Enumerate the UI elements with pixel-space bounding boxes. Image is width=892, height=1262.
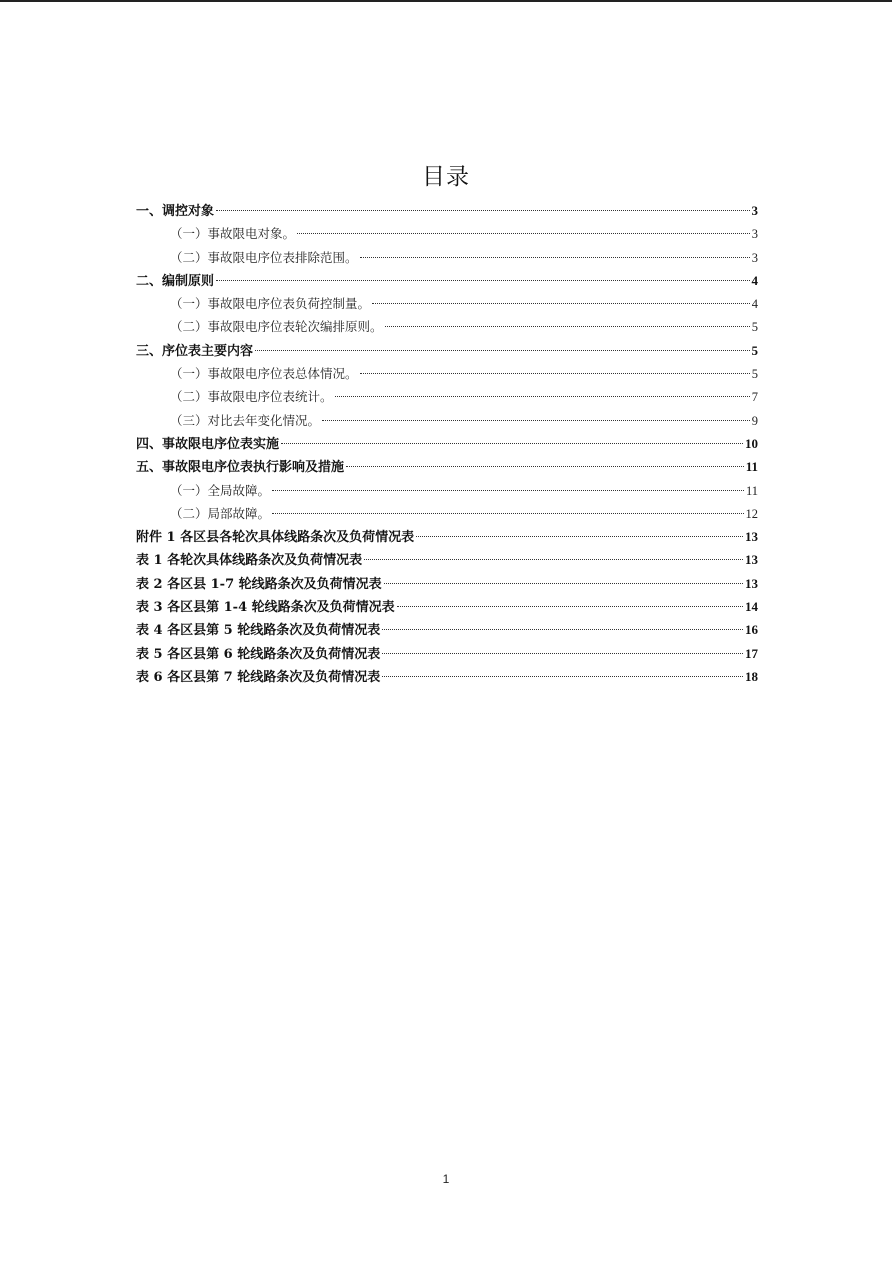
toc-entry[interactable] [136, 409, 758, 432]
toc-entry[interactable] [136, 362, 758, 385]
dot-leader [416, 536, 743, 537]
dot-leader [335, 396, 750, 397]
toc-entry-text: 表 6 各区县第 7 轮线路条次及负荷情况表 [136, 669, 381, 685]
toc-entry-page: 12 [745, 506, 758, 521]
dot-leader [322, 420, 750, 421]
toc-entry-page: 4 [751, 297, 758, 312]
dot-leader [397, 606, 743, 607]
toc-entry[interactable] [136, 502, 758, 525]
dot-leader [346, 466, 744, 467]
dot-leader [382, 653, 743, 654]
dot-leader [297, 233, 750, 234]
toc-entry[interactable] [136, 642, 758, 665]
toc-entry-text: （二）事故限电序位表统计。 [170, 389, 333, 405]
dot-leader [281, 443, 743, 444]
toc-entry-text: （二）局部故障。 [170, 505, 271, 521]
toc-entry[interactable] [136, 339, 758, 362]
toc-entry-page: 13 [745, 552, 758, 568]
dot-leader [384, 583, 743, 584]
dot-leader [272, 490, 744, 491]
toc-entry-text: （一）全局故障。 [170, 482, 271, 498]
toc-entry-page: 5 [751, 342, 758, 358]
top-border-line [0, 0, 892, 2]
toc-entry-page: 18 [745, 668, 758, 684]
toc-entry-text: 表 1 各轮次具体线路条次及负荷情况表 [136, 553, 363, 569]
page-title: 目录 [422, 164, 470, 190]
toc-entry[interactable] [136, 665, 758, 688]
toc-entry-text: 二、编制原则 [136, 273, 215, 289]
toc-entry[interactable] [136, 385, 758, 408]
toc-entry-page: 7 [751, 390, 758, 405]
dot-leader [385, 326, 750, 327]
toc-entry-page: 3 [751, 227, 758, 242]
toc-entry-text: （一）事故限电对象。 [170, 226, 296, 242]
toc-entry-text: 一、调控对象 [136, 204, 215, 219]
toc-entry-text: 表 4 各区县第 5 轮线路条次及负荷情况表 [136, 623, 381, 639]
dot-leader [216, 280, 749, 281]
dot-leader [216, 210, 749, 211]
toc-entry-page: 14 [745, 599, 758, 615]
toc-entry-text: （二）事故限电序位表排除范围。 [170, 249, 358, 265]
toc-entry[interactable] [136, 315, 758, 338]
dot-leader [360, 257, 750, 258]
dot-leader [255, 350, 749, 351]
toc-entry-text: 表 3 各区县第 1-4 轮线路条次及负荷情况表 [136, 600, 395, 616]
toc-entry-page: 11 [745, 459, 758, 475]
toc-entry[interactable] [136, 572, 758, 595]
toc-entry-page: 13 [745, 575, 758, 591]
dot-leader [360, 373, 750, 374]
toc-entry-page: 16 [745, 622, 758, 638]
dot-leader [372, 303, 750, 304]
table-of-contents [136, 199, 758, 688]
toc-entry[interactable] [136, 595, 758, 618]
toc-entry-page: 5 [751, 367, 758, 382]
toc-entry-text: 三、序位表主要内容 [136, 343, 254, 359]
dot-leader [382, 629, 743, 630]
toc-entry-text: （二）事故限电序位表轮次编排原则。 [170, 319, 383, 335]
toc-entry-page: 5 [751, 320, 758, 335]
toc-entry-page: 10 [745, 435, 758, 451]
toc-entry-page: 3 [751, 250, 758, 265]
toc-entry[interactable] [136, 479, 758, 502]
toc-entry[interactable] [136, 525, 758, 548]
toc-entry-page: 13 [745, 529, 758, 545]
toc-entry[interactable] [136, 246, 758, 269]
toc-entry[interactable] [136, 548, 758, 571]
toc-entry-page: 17 [745, 645, 758, 661]
dot-leader [364, 559, 743, 560]
toc-entry[interactable] [136, 455, 758, 478]
toc-entry-page: 4 [751, 272, 758, 288]
toc-entry-text: （三）对比去年变化情况。 [170, 412, 321, 428]
toc-entry-text: 表 5 各区县第 6 轮线路条次及负荷情况表 [136, 646, 381, 662]
toc-entry-text: 表 2 各区县 1-7 轮线路条次及负荷情况表 [136, 576, 382, 592]
toc-entry[interactable] [136, 222, 758, 245]
toc-entry-text: 附件 1 各区县各轮次具体线路条次及负荷情况表 [136, 530, 415, 546]
toc-entry-page: 3 [751, 203, 758, 218]
toc-entry-text: 五、事故限电序位表执行影响及措施 [136, 460, 345, 476]
toc-entry-text: （一）事故限电序位表负荷控制量。 [170, 296, 371, 312]
toc-entry-page: 9 [751, 413, 758, 428]
toc-entry[interactable] [136, 618, 758, 641]
page-number: 1 [442, 1172, 450, 1186]
toc-entry-page: 11 [745, 483, 758, 498]
dot-leader [382, 676, 743, 677]
toc-entry[interactable] [136, 199, 758, 222]
toc-entry-text: 四、事故限电序位表实施 [136, 436, 280, 452]
toc-entry[interactable] [136, 269, 758, 292]
toc-entry[interactable] [136, 432, 758, 455]
toc-entry-text: （一）事故限电序位表总体情况。 [170, 366, 358, 382]
dot-leader [272, 513, 743, 514]
toc-entry[interactable] [136, 292, 758, 315]
